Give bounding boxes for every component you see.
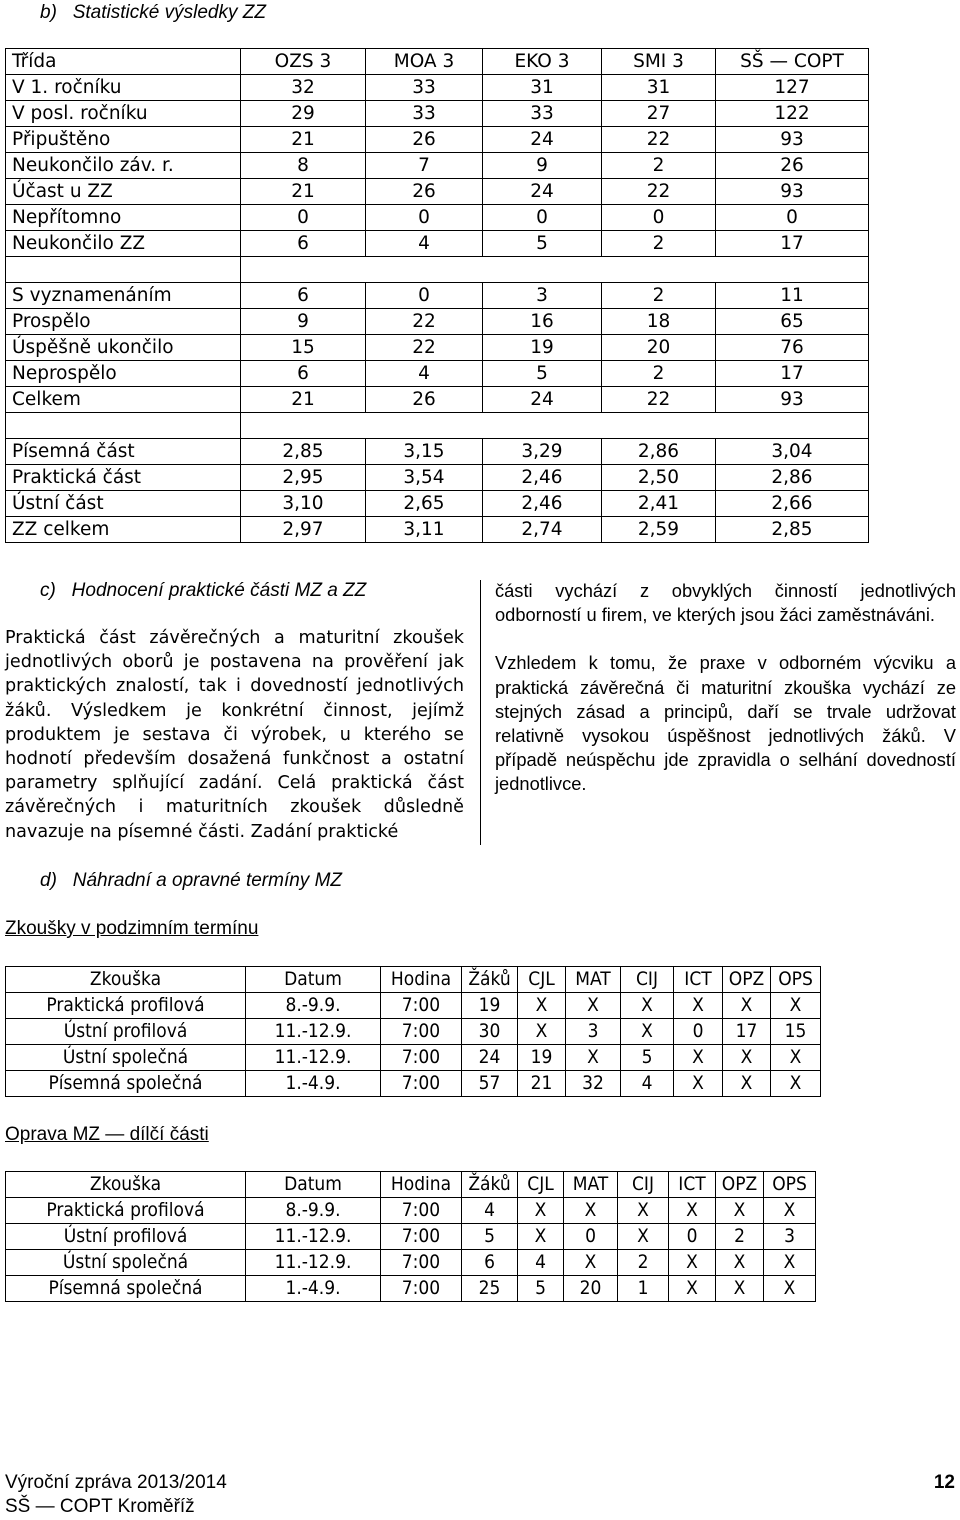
table-cell: 2,59 (602, 517, 716, 543)
table-cell: 8.-9.9. (246, 1198, 381, 1224)
table-cell: 27 (602, 101, 716, 127)
table-cell: 76 (716, 335, 869, 361)
table-cell: Praktická profilová (6, 993, 246, 1019)
stats-table (5, 48, 869, 543)
table-cell: 19 (462, 993, 518, 1019)
table-cell: 15 (771, 1019, 821, 1045)
table-cell: Ústní společná (6, 1250, 246, 1276)
table-cell: 19 (483, 335, 602, 361)
table-cell: 26 (366, 179, 483, 205)
column-header: OPS (764, 1172, 816, 1198)
table-cell: X (621, 993, 674, 1019)
table-cell: X (764, 1250, 816, 1276)
table-cell: X (716, 1198, 764, 1224)
table-cell: 11.-12.9. (246, 1045, 381, 1071)
autumn-exams-title: Zkoušky v podzimním termínu (5, 918, 259, 939)
table-row (6, 1045, 821, 1071)
table-cell: 20 (564, 1276, 618, 1302)
table-cell: 31 (602, 75, 716, 101)
table-cell: 21 (241, 179, 366, 205)
table-cell: 6 (241, 283, 366, 309)
table-cell: 3,15 (366, 439, 483, 465)
table-cell: X (566, 993, 621, 1019)
table-cell: 2,41 (602, 491, 716, 517)
table-cell: 22 (366, 309, 483, 335)
table-cell: 2,46 (483, 491, 602, 517)
table-cell: 11.-12.9. (246, 1019, 381, 1045)
table-cell: 0 (602, 205, 716, 231)
table-cell: OZS 3 (241, 49, 366, 75)
row-label: ZZ celkem (6, 517, 241, 543)
table-cell: X (566, 1045, 621, 1071)
column-header: Zkouška (6, 1172, 246, 1198)
table-cell: 16 (483, 309, 602, 335)
table-cell: 2 (602, 231, 716, 257)
table-cell: X (716, 1276, 764, 1302)
footer-report-title: Výroční zpráva 2013/2014 (5, 1472, 227, 1493)
table-cell: 57 (462, 1071, 518, 1097)
table-cell: X (764, 1198, 816, 1224)
table-cell: 2,86 (716, 465, 869, 491)
column-header: Datum (246, 1172, 381, 1198)
table-cell: 3,04 (716, 439, 869, 465)
table-cell: 1.-4.9. (246, 1276, 381, 1302)
column-header: CJL (518, 967, 566, 993)
column-header: ICT (674, 967, 723, 993)
table-cell: X (723, 1071, 771, 1097)
table-cell: 0 (674, 1019, 723, 1045)
table-cell: 8.-9.9. (246, 993, 381, 1019)
column-header: Zkouška (6, 967, 246, 993)
table-cell: 24 (483, 387, 602, 413)
table-cell: 2,85 (241, 439, 366, 465)
table-cell: 24 (462, 1045, 518, 1071)
table-cell: 24 (483, 127, 602, 153)
table-row (6, 75, 869, 101)
table-row (6, 1198, 816, 1224)
table-cell: 4 (518, 1250, 564, 1276)
table-cell: 22 (602, 387, 716, 413)
table-cell: 26 (366, 127, 483, 153)
table-cell: X (723, 1045, 771, 1071)
table-cell: 33 (366, 101, 483, 127)
table-header-row (6, 967, 821, 993)
table-cell: X (674, 993, 723, 1019)
section-d-heading: d) Náhradní a opravné termíny MZ (40, 870, 343, 891)
table-cell: 7:00 (381, 1276, 462, 1302)
table-cell: 5 (518, 1276, 564, 1302)
table-cell: 93 (716, 387, 869, 413)
column-header: OPZ (723, 967, 771, 993)
column-header: ICT (669, 1172, 716, 1198)
footer-school-name: SŠ — COPT Kroměříž (5, 1496, 195, 1517)
table-cell: 22 (366, 335, 483, 361)
column-header: OPS (771, 967, 821, 993)
table-cell: 2 (716, 1224, 764, 1250)
table-cell: X (674, 1045, 723, 1071)
table-cell: 4 (462, 1198, 518, 1224)
column-header: MAT (566, 967, 621, 993)
table-cell: 21 (241, 387, 366, 413)
table-row (6, 283, 869, 309)
table-cell: 0 (669, 1224, 716, 1250)
table-cell: MOA 3 (366, 49, 483, 75)
table-row (6, 205, 869, 231)
column-header: CJL (518, 1172, 564, 1198)
section-c-right-column (495, 579, 956, 797)
row-label: Úspěšně ukončilo (6, 335, 241, 361)
row-label: Účast u ZZ (6, 179, 241, 205)
table-cell: 17 (716, 361, 869, 387)
table-cell: 11 (716, 283, 869, 309)
table-cell: EKO 3 (483, 49, 602, 75)
table-cell: 7:00 (381, 1045, 462, 1071)
table-cell: 19 (518, 1045, 566, 1071)
table-cell: 33 (483, 101, 602, 127)
table-cell: 65 (716, 309, 869, 335)
row-label: Praktická část (6, 465, 241, 491)
table-cell: X (618, 1198, 669, 1224)
table-cell: 7:00 (381, 1071, 462, 1097)
table-row (6, 517, 869, 543)
row-label: Neprospělo (6, 361, 241, 387)
table-cell: X (618, 1224, 669, 1250)
table-cell: X (621, 1019, 674, 1045)
table-cell: 7:00 (381, 1198, 462, 1224)
table-cell: 2 (602, 283, 716, 309)
table-cell: 5 (483, 361, 602, 387)
table-cell: Ústní profilová (6, 1224, 246, 1250)
table-cell: 6 (462, 1250, 518, 1276)
table-cell: 127 (716, 75, 869, 101)
row-label: Neukončilo ZZ (6, 231, 241, 257)
table-cell: 9 (483, 153, 602, 179)
table-row (6, 465, 869, 491)
table-cell: 0 (564, 1224, 618, 1250)
table-cell: 9 (241, 309, 366, 335)
table-row (6, 1224, 816, 1250)
table-cell: SŠ — COPT (716, 49, 869, 75)
table-cell: 25 (462, 1276, 518, 1302)
column-header: CIJ (618, 1172, 669, 1198)
table-cell: 2,65 (366, 491, 483, 517)
row-label: V posl. ročníku (6, 101, 241, 127)
table-cell: X (674, 1071, 723, 1097)
empty-cell (6, 257, 241, 283)
empty-cell (6, 413, 241, 439)
table-cell: X (764, 1276, 816, 1302)
table-cell: 2,97 (241, 517, 366, 543)
column-header: Datum (246, 967, 381, 993)
table-cell: X (771, 1045, 821, 1071)
empty-cell (241, 413, 869, 439)
table-row (6, 231, 869, 257)
table-cell: 4 (366, 231, 483, 257)
table-cell: 26 (366, 387, 483, 413)
table-cell: 3,11 (366, 517, 483, 543)
partial-exams-table (5, 1171, 816, 1302)
table-cell: 30 (462, 1019, 518, 1045)
row-label: Celkem (6, 387, 241, 413)
column-header: MAT (564, 1172, 618, 1198)
table-cell: 7:00 (381, 1250, 462, 1276)
row-label: V 1. ročníku (6, 75, 241, 101)
table-cell: 2,46 (483, 465, 602, 491)
table-cell: X (518, 1019, 566, 1045)
table-cell: SMI 3 (602, 49, 716, 75)
footer-page-number: 12 (933, 1472, 955, 1493)
table-cell: 2 (602, 361, 716, 387)
table-row (6, 101, 869, 127)
table-cell: 3 (764, 1224, 816, 1250)
table-cell: 3,54 (366, 465, 483, 491)
column-divider (480, 580, 481, 845)
spacer-row (6, 257, 869, 283)
table-cell: 3 (483, 283, 602, 309)
table-cell: 3,10 (241, 491, 366, 517)
table-row (6, 127, 869, 153)
column-header: OPZ (716, 1172, 764, 1198)
table-cell: 0 (366, 283, 483, 309)
table-cell: 33 (366, 75, 483, 101)
table-cell: 4 (621, 1071, 674, 1097)
table-cell: 5 (483, 231, 602, 257)
table-cell: 22 (602, 179, 716, 205)
table-cell: 31 (483, 75, 602, 101)
table-header-row (6, 49, 869, 75)
table-cell: 122 (716, 101, 869, 127)
table-header-row (6, 1172, 816, 1198)
table-cell: 4 (366, 361, 483, 387)
table-cell: 11.-12.9. (246, 1250, 381, 1276)
row-label: S vyznamenáním (6, 283, 241, 309)
section-b-heading: b) Statistické výsledky ZZ (40, 2, 266, 23)
table-cell: 7:00 (381, 1019, 462, 1045)
row-label: Ústní část (6, 491, 241, 517)
section-c-heading: c) Hodnocení praktické části MZ a ZZ (40, 580, 367, 601)
table-cell: 21 (241, 127, 366, 153)
row-label: Nepřítomno (6, 205, 241, 231)
table-row (6, 387, 869, 413)
table-cell: 21 (518, 1071, 566, 1097)
table-cell: 8 (241, 153, 366, 179)
table-cell: X (518, 1198, 564, 1224)
table-row (6, 361, 869, 387)
right-paragraph-1: části vychází z obvyklých činností jednotlivých odborností u firem, ve kterých jsou žáci zaměstnáváni. (495, 580, 956, 626)
table-cell: 2,85 (716, 517, 869, 543)
table-row (6, 993, 821, 1019)
table-cell: 32 (241, 75, 366, 101)
autumn-exams-table (5, 966, 821, 1097)
table-row (6, 153, 869, 179)
row-label: Třída (6, 49, 241, 75)
table-cell: 1 (618, 1276, 669, 1302)
table-cell: 0 (483, 205, 602, 231)
table-row (6, 1071, 821, 1097)
table-cell: 7:00 (381, 1224, 462, 1250)
row-label: Prospělo (6, 309, 241, 335)
table-row (6, 335, 869, 361)
table-cell: 17 (723, 1019, 771, 1045)
table-cell: Praktická profilová (6, 1198, 246, 1224)
table-cell: Písemná společná (6, 1276, 246, 1302)
table-cell: 7 (366, 153, 483, 179)
table-cell: 1.-4.9. (246, 1071, 381, 1097)
table-cell: X (518, 1224, 564, 1250)
table-row (6, 1250, 816, 1276)
column-header: Žáků (462, 1172, 518, 1198)
table-cell: X (669, 1250, 716, 1276)
table-cell: Ústní společná (6, 1045, 246, 1071)
table-cell: 2 (602, 153, 716, 179)
table-row (6, 309, 869, 335)
table-cell: X (716, 1250, 764, 1276)
table-cell: 5 (462, 1224, 518, 1250)
table-cell: X (518, 993, 566, 1019)
table-cell: X (564, 1198, 618, 1224)
table-cell: 2,50 (602, 465, 716, 491)
left-paragraph-text: Praktická část závěrečných a maturitní zkoušek jednotlivých oborů je postavena na prověření jak praktických znalostí, tak i dovedností jednotlivých žáků. Výsledkem je konkrétní činnost, jejímž produktem je sestava či výrobek, u kterého se hodnotí především dosažená funkčnost a ostatní parametry splňující zadání. Celá praktická část závěrečných i maturitních zkoušek důsledně navazuje na písemné části. Zadání praktické (5, 628, 464, 842)
column-header: Žáků (462, 967, 518, 993)
spacer-row (6, 413, 869, 439)
column-header: Hodina (381, 967, 462, 993)
table-cell: 3 (566, 1019, 621, 1045)
table-cell: 0 (366, 205, 483, 231)
table-cell: 32 (566, 1071, 621, 1097)
table-row (6, 1019, 821, 1045)
table-cell: 24 (483, 179, 602, 205)
table-cell: 93 (716, 179, 869, 205)
table-cell: 2 (618, 1250, 669, 1276)
table-cell: 0 (241, 205, 366, 231)
table-cell: 11.-12.9. (246, 1224, 381, 1250)
table-cell: 2,66 (716, 491, 869, 517)
right-paragraph-2: Vzhledem k tomu, že praxe v odborném výcviku a praktická závěrečná či maturitní zkouška vychází ze stejných zásad a principů, daří se trvale udržovat relativně vysokou úspěšnost jednotlivých žáků. V případě neúspěchu jde zpravidla o selhání dovedností jednotlivce. (495, 652, 956, 795)
table-cell: 18 (602, 309, 716, 335)
table-row (6, 179, 869, 205)
table-cell: 2,95 (241, 465, 366, 491)
table-cell: 2,86 (602, 439, 716, 465)
row-label: Připuštěno (6, 127, 241, 153)
table-row (6, 1276, 816, 1302)
table-cell: 6 (241, 361, 366, 387)
partial-exams-title: Oprava MZ — dílčí části (5, 1124, 209, 1145)
empty-cell (241, 257, 869, 283)
table-row (6, 491, 869, 517)
table-cell: 93 (716, 127, 869, 153)
table-cell: X (564, 1250, 618, 1276)
table-cell: 7:00 (381, 993, 462, 1019)
table-cell: 5 (621, 1045, 674, 1071)
table-cell: 6 (241, 231, 366, 257)
column-header: CIJ (621, 967, 674, 993)
row-label: Písemná část (6, 439, 241, 465)
table-cell: X (771, 1071, 821, 1097)
table-cell: Písemná společná (6, 1071, 246, 1097)
table-cell: X (723, 993, 771, 1019)
table-cell: 2,74 (483, 517, 602, 543)
table-cell: 22 (602, 127, 716, 153)
table-cell: 15 (241, 335, 366, 361)
table-cell: X (669, 1276, 716, 1302)
table-cell: 3,29 (483, 439, 602, 465)
table-row (6, 439, 869, 465)
table-cell: X (771, 993, 821, 1019)
row-label: Neukončilo záv. r. (6, 153, 241, 179)
table-cell: 20 (602, 335, 716, 361)
table-cell: Ústní profilová (6, 1019, 246, 1045)
table-cell: 17 (716, 231, 869, 257)
column-header: Hodina (381, 1172, 462, 1198)
table-cell: 0 (716, 205, 869, 231)
section-c-left-paragraph (5, 626, 464, 844)
table-cell: 29 (241, 101, 366, 127)
table-cell: 26 (716, 153, 869, 179)
table-cell: X (669, 1198, 716, 1224)
